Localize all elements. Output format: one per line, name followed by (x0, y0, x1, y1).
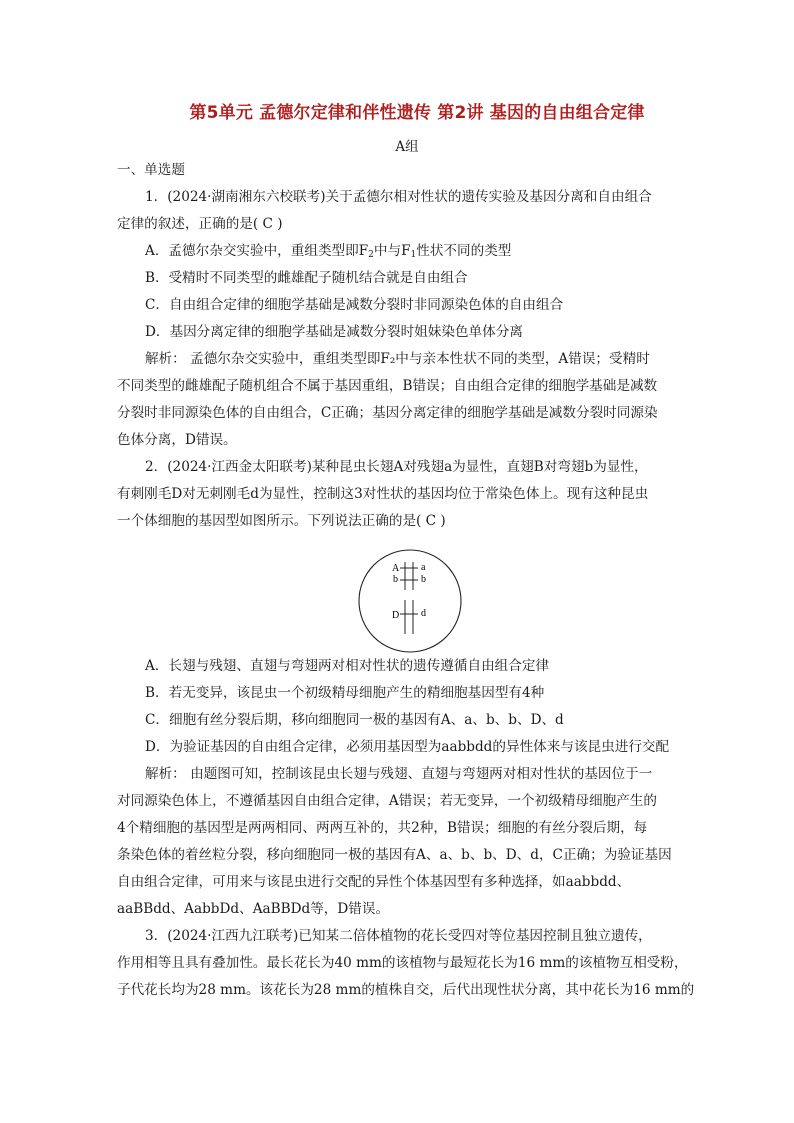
q2-analysis-line-1: 解析： 由题图可知，控制该昆虫长翅与残翅、直翅与弯翅两对相对性状的基因位于一 (145, 766, 653, 782)
gene-label-a: a (421, 562, 426, 573)
q1-stem-line-1: 1．(2024·湖南湘东六校联考)关于孟德尔相对性状的遗传实验及基因分离和自由组合 (145, 189, 652, 205)
q2-option-b: B．若无变异，该昆虫一个初级精母细胞产生的精细胞基因型有4种 (145, 685, 545, 701)
q1-option-a: A．孟德尔杂交实验中，重组类型即$F_2$中与$F_1$性状不同的类型 (145, 243, 512, 260)
q1-analysis-line-2: 不同类型的雌雄配子随机组合不属于基因重组，B错误；自由组合定律的细胞学基础是减数 (117, 378, 658, 394)
q1-option-c: C．自由组合定律的细胞学基础是减数分裂时非同源染色体的自由组合 (145, 297, 564, 313)
q2-stem-line-1: 2．(2024·江西金太阳联考)某种昆虫长翅A对残翅a为显性，直翅B对弯翅b为显性， (145, 459, 648, 475)
q2-option-c: C．细胞有丝分裂后期，移向细胞同一极的基因有A、a、b、b、D、d (145, 712, 564, 728)
gene-label-d: d (421, 608, 426, 619)
q2-analysis-line-4: 条染色体的着丝粒分裂，移向细胞同一极的基因有A、a、b、b、D、d，C正确；为验证基因 (117, 847, 672, 863)
q1-analysis-line-3: 分裂时非同源染色体的自由组合，C正确；基因分离定律的细胞学基础是减数分裂时同源染 (117, 405, 658, 421)
q1-option-d: D．基因分离定律的细胞学基础是减数分裂时姐妹染色单体分离 (145, 324, 523, 340)
section-heading: 一、单选题 (117, 162, 185, 178)
q2-analysis-line-2: 对同源染色体上，不遵循基因自由组合定律，A错误；若无变异，一个初级精母细胞产生的 (117, 793, 657, 809)
q2-stem-line-3: 一个体细胞的基因型如图所示。下列说法正确的是( C ) (117, 513, 446, 529)
cell-genotype-diagram (357, 548, 463, 654)
q3-stem-line-1: 3．(2024·江西九江联考)已知某二倍体植物的花长受四对等位基因控制且独立遗传， (145, 928, 652, 944)
gene-label-A: A (392, 563, 400, 574)
q1-analysis-line-4: 色体分离，D错误。 (117, 432, 237, 448)
q1-analysis-line-1: 解析： 孟德尔杂交实验中，重组类型即F₂中与亲本性状不同的类型，A错误；受精时 (145, 351, 650, 367)
q1-option-b: B．受精时不同类型的雌雄配子随机结合就是自由组合 (145, 270, 468, 286)
gene-label-b-left: b (393, 574, 398, 585)
cell-outline (359, 550, 461, 652)
q2-analysis-line-6: aaBBdd、AabbDd、AaBBDd等，D错误。 (117, 901, 390, 917)
q2-option-a: A．长翅与残翅、直翅与弯翅两对相对性状的遗传遵循自由组合定律 (145, 658, 550, 674)
q2-analysis-line-3: 4个精细胞的基因型是两两相同、两两互补的，共2种，B错误；细胞的有丝分裂后期，每 (117, 820, 648, 836)
group-label: A组 (395, 139, 419, 155)
q2-stem-line-2: 有刺刚毛D对无刺刚毛d为显性，控制这3对性状的基因均位于常染色体上。现有这种昆虫 (117, 486, 649, 502)
gene-label-b-right: b (421, 574, 426, 585)
q2-option-d: D．为验证基因的自由组合定律，必须用基因型为aabbdd的异性体来与该昆虫进行交配 (145, 739, 670, 755)
q1-stem-line-2: 定律的叙述，正确的是( C ) (117, 216, 283, 232)
page-title: 第5单元 孟德尔定律和伴性遗传 第2讲 基因的自由组合定律 (189, 103, 645, 123)
q2-analysis-line-5: 自由组合定律，可用来与该昆虫进行交配的异性个体基因型有多种选择，如aabbdd、 (117, 874, 631, 890)
q3-stem-line-2: 作用相等且具有叠加性。最长花长为40 mm的该植物与最短花长为16 mm的该植物互相受粉， (117, 955, 688, 971)
q3-stem-line-3: 子代花长均为28 mm。该花长为28 mm的植株自交，后代出现性状分离，其中花长为16 mm的 (117, 982, 695, 998)
gene-label-D: D (392, 610, 400, 621)
